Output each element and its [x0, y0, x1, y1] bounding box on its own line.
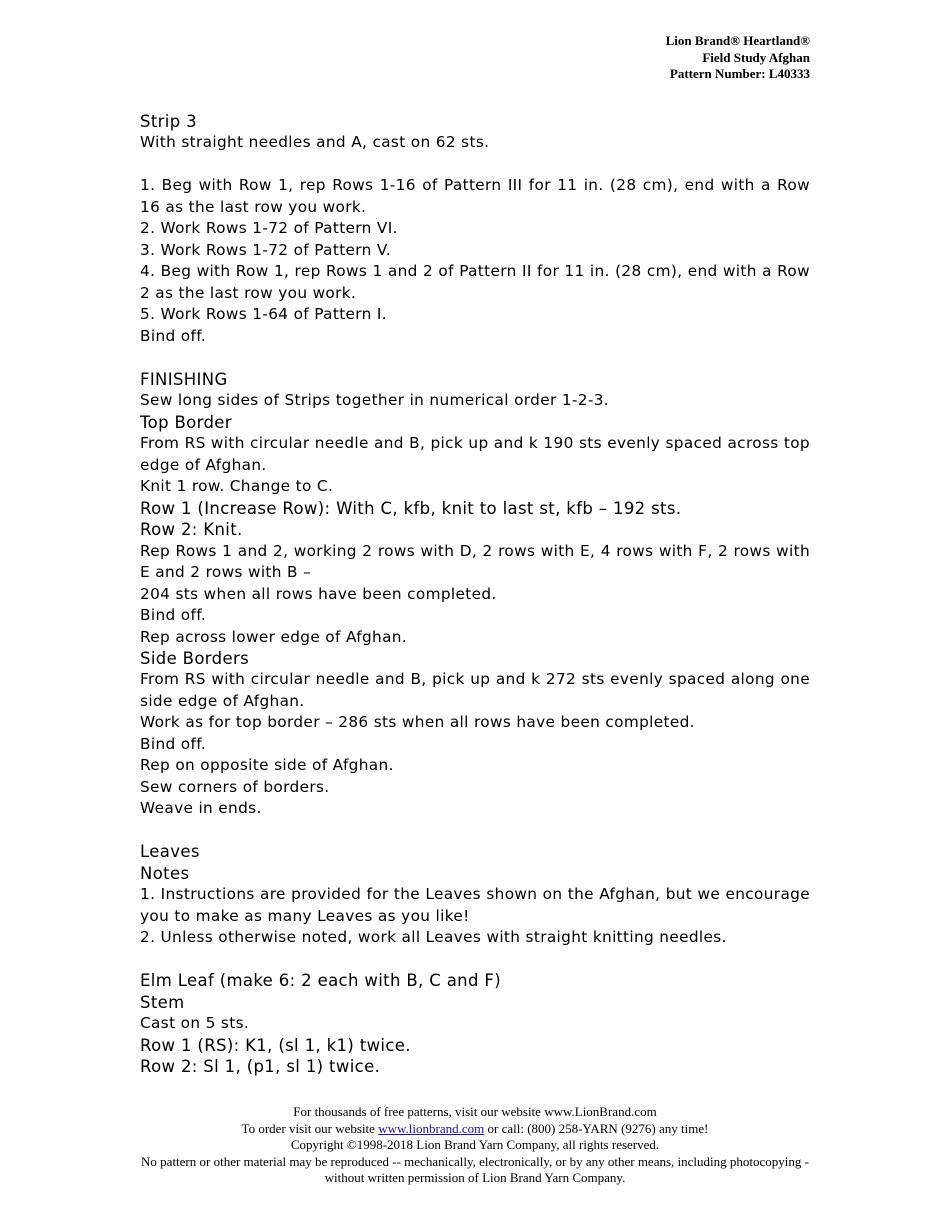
strip3-step-3: 3. Work Rows 1-72 of Pattern V.: [140, 240, 391, 259]
leaves-heading: Leaves: [140, 842, 200, 862]
strip3-bind-off: Bind off.: [140, 326, 207, 345]
side-borders-line: Weave in ends.: [140, 799, 262, 818]
footer-order-prefix: To order visit our website: [241, 1120, 379, 1136]
footer-free-patterns: For thousands of free patterns, visit our website www.LionBrand.com: [293, 1104, 657, 1119]
elm-leaf-row2: Row 2: Sl 1, (p1, sl 1) twice.: [140, 1056, 381, 1076]
footer-copyright: Copyright ©1998-2018 Lion Brand Yarn Company, all rights reserved.: [290, 1137, 660, 1152]
top-border-line: Bind off.: [140, 606, 207, 625]
top-border-row1: Row 1 (Increase Row): With C, kfb, knit to last st, kfb – 192 sts.: [140, 498, 682, 518]
header-pattern-number: Pattern Number: L40333: [669, 66, 810, 81]
strip3-intro: With straight needles and A, cast on 62 sts.: [140, 133, 490, 152]
leaves-note-2: 2. Unless otherwise noted, work all Leaves with straight knitting needles.: [140, 928, 727, 947]
side-borders-heading: Side Borders: [140, 649, 250, 669]
top-border-heading: Top Border: [140, 412, 232, 432]
pattern-content: [140, 111, 810, 1077]
side-borders-line: Work as for top border – 286 sts when all rows have been completed.: [140, 713, 695, 732]
elm-leaf-line: Cast on 5 sts.: [140, 1014, 250, 1033]
strip3-step-5: 5. Work Rows 1-64 of Pattern I.: [140, 305, 388, 324]
footer-legal: No pattern or other material may be reproduced -- mechanically, electronically, or by any other means, including photocopying - without written permission of Lion Brand Yarn Company.: [141, 1153, 809, 1185]
lionbrand-link[interactable]: www.lionbrand.com: [378, 1120, 485, 1136]
strip3-step-4: 4. Beg with Row 1, rep Rows 1 and 2 of Pattern II for 11 in. (28 cm), end with a Row 2 as the last row you work.: [140, 262, 810, 302]
footer-order-line: [140, 1121, 810, 1138]
top-border-row2: Row 2: Knit.: [140, 520, 243, 540]
page-footer: [140, 1104, 810, 1187]
leaves-note-1: 1. Instructions are provided for the Leaves shown on the Afghan, but we encourage you to make as many Leaves as you like!: [140, 885, 810, 925]
header-pattern-name: Field Study Afghan: [702, 49, 810, 65]
header-brand: Lion Brand® Heartland®: [665, 33, 810, 48]
leaves-notes-heading: Notes: [140, 863, 190, 883]
top-border-line: Knit 1 row. Change to C.: [140, 477, 334, 496]
elm-leaf-stem-heading: Stem: [140, 992, 185, 1012]
strip3-step-1: 1. Beg with Row 1, rep Rows 1-16 of Pattern III for 11 in. (28 cm), end with a Row 16 as the last row you work.: [140, 176, 810, 216]
elm-leaf-heading: Elm Leaf (make 6: 2 each with B, C and F): [140, 971, 502, 991]
side-borders-line: Rep on opposite side of Afghan.: [140, 756, 394, 775]
elm-leaf-row1: Row 1 (RS): K1, (sl 1, k1) twice.: [140, 1035, 411, 1055]
top-border-line: Rep Rows 1 and 2, working 2 rows with D, 2 rows with E, 4 rows with F, 2 rows with E and 2 rows with B –: [140, 541, 810, 582]
side-borders-line: From RS with circular needle and B, pick up and k 272 sts evenly spaced along one side edge of Afghan.: [140, 670, 810, 710]
top-border-line: From RS with circular needle and B, pick up and k 190 sts evenly spaced across top edge of Afghan.: [140, 434, 810, 474]
top-border-line: 204 sts when all rows have been completed.: [140, 584, 497, 603]
top-border-line: Rep across lower edge of Afghan.: [140, 627, 408, 646]
finishing-text: Sew long sides of Strips together in numerical order 1-2-3.: [140, 391, 610, 410]
side-borders-line: Sew corners of borders.: [140, 777, 330, 796]
strip3-heading: Strip 3: [140, 112, 197, 131]
strip3-step-2: 2. Work Rows 1-72 of Pattern VI.: [140, 219, 398, 238]
footer-order-suffix: or call: (800) 258-YARN (9276) any time!: [484, 1120, 709, 1136]
finishing-heading: FINISHING: [140, 369, 228, 389]
side-borders-line: Bind off.: [140, 734, 207, 753]
page-header: [666, 33, 810, 83]
